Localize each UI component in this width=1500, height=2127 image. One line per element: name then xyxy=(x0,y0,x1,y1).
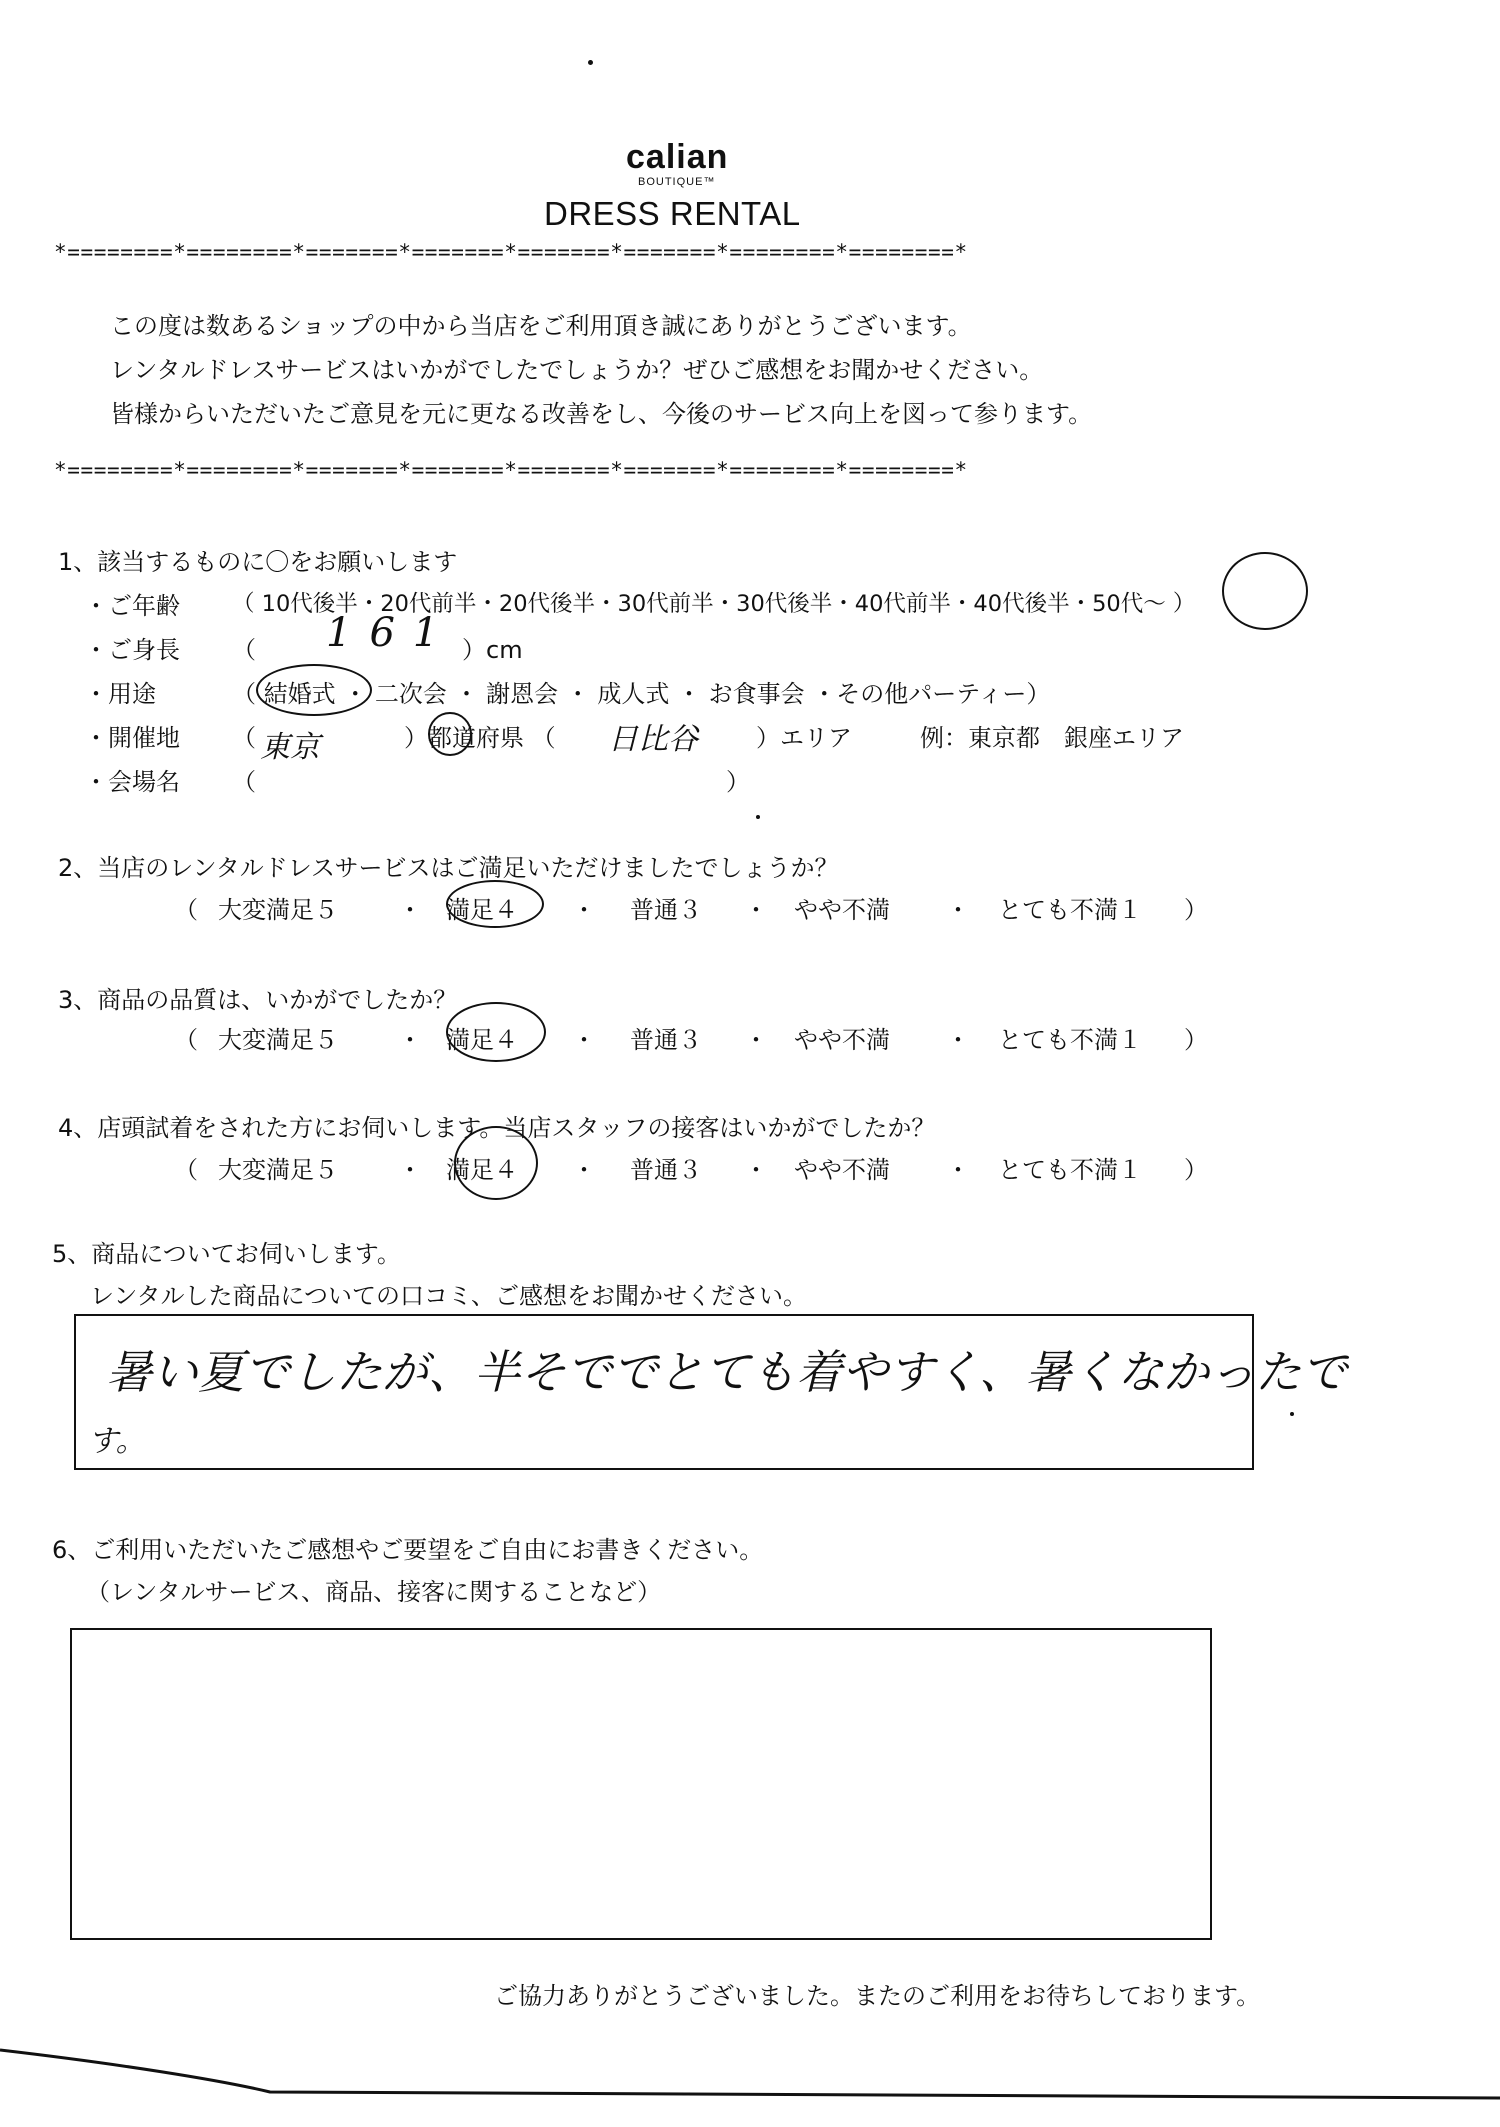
q3-sep: ・ xyxy=(744,1026,768,1054)
place-label: ・開催地 xyxy=(84,724,180,752)
q5-subtitle: レンタルした商品についての口コミ、ご感想をお聞かせください。 xyxy=(90,1282,807,1310)
q3-close: ） xyxy=(1184,1026,1208,1054)
use-selection-circle xyxy=(256,664,372,716)
intro-line-2: レンタルドレスサービスはいかがでしたでしょうか？ぜひご感想をお聞かせください。 xyxy=(110,356,1044,384)
q4-sep: ・ xyxy=(572,1156,596,1184)
q3-options xyxy=(174,1020,1208,1055)
scan-speck xyxy=(1290,1412,1294,1416)
q4-sep: ・ xyxy=(744,1156,768,1184)
q4-sep: ・ xyxy=(946,1156,970,1184)
divider-bottom: *========*========*=======*=======*=======*=======*========*========* xyxy=(54,458,968,482)
q4-selection-circle xyxy=(454,1126,538,1200)
q4-options xyxy=(174,1150,1208,1185)
scan-speck xyxy=(588,60,593,65)
q2-open: （ xyxy=(174,896,198,924)
q5-title: 5、商品についてお伺いします。 xyxy=(52,1240,401,1268)
q3-sep: ・ xyxy=(946,1026,970,1054)
q3-opt-5: 大変満足５ xyxy=(218,1026,338,1054)
venue-open: （ xyxy=(232,768,256,796)
q3-selection-circle xyxy=(446,1002,546,1062)
q3-opt-3: 普通３ xyxy=(630,1026,702,1054)
q2-opt-1: とても不満１ xyxy=(998,896,1142,924)
q2-opt-2: やや不満 xyxy=(794,896,890,924)
q4-opt-3: 普通３ xyxy=(630,1156,702,1184)
q2-sep: ・ xyxy=(572,896,596,924)
q4-sep: ・ xyxy=(398,1156,422,1184)
q3-opt-1: とても不満１ xyxy=(998,1026,1142,1054)
q2-sep: ・ xyxy=(398,896,422,924)
age-options: （ 10代後半・20代前半・20代後半・30代前半・30代後半・40代前半・40代後半・50代〜 ） xyxy=(232,591,1196,617)
place-prefecture: 東京 xyxy=(260,730,320,765)
use-label: ・用途 xyxy=(84,680,156,708)
brand-logo: calian xyxy=(626,138,729,176)
q2-opt-3: 普通３ xyxy=(630,896,702,924)
q6-answer-box[interactable] xyxy=(70,1628,1212,1940)
use-options: （ 結婚式 ・ 二次会 ・ 謝恩会 ・ 成人式 ・ お食事会 ・その他パーティー） xyxy=(232,680,1051,708)
q2-selection-circle xyxy=(446,880,544,928)
q6-title: 6、ご利用いただいたご感想やご要望をご自由にお書きください。 xyxy=(52,1536,764,1564)
age-selection-circle xyxy=(1222,552,1308,630)
place-example: 例：東京都 銀座エリア xyxy=(920,724,1184,752)
intro-line-1: この度は数あるショップの中から当店をご利用頂き誠にありがとうございます。 xyxy=(110,312,972,340)
q1-title: 1、該当するものに〇をお願いします xyxy=(58,548,458,576)
q2-opt-4: 満足４ xyxy=(446,896,518,924)
place-open: （ xyxy=(232,724,256,752)
age-label: ・ご年齢 xyxy=(84,592,180,620)
intro-line-3: 皆様からいただいたご意見を元に更なる改善をし、今後のサービス向上を図って参ります。 xyxy=(110,400,1093,428)
q5-answer-box[interactable] xyxy=(74,1314,1348,1470)
q3-opt-2: やや不満 xyxy=(794,1026,890,1054)
q4-title: 4、店頭試着をされた方にお伺いします。当店スタッフの接客はいかがでしたか？ xyxy=(58,1114,936,1142)
q2-sep: ・ xyxy=(946,896,970,924)
q4-opt-1: とても不満１ xyxy=(998,1156,1142,1184)
brand-sub: BOUTIQUE™ xyxy=(638,176,716,188)
q5-answer-line-1: 暑い夏でしたが、半そででとても着やすく、暑くなかったで xyxy=(106,1345,1348,1399)
q4-open: （ xyxy=(174,1156,198,1184)
q5-answer-line-2: す。 xyxy=(88,1424,146,1459)
height-value: 161 xyxy=(326,610,457,656)
q3-sep: ・ xyxy=(572,1026,596,1054)
q3-opt-4: 満足４ xyxy=(446,1026,518,1054)
page-title: DRESS RENTAL xyxy=(544,195,801,232)
place-mid: ）都道府県 （ xyxy=(404,724,556,752)
q2-title: 2、当店のレンタルドレスサービスはご満足いただけましたでしょうか？ xyxy=(58,854,839,882)
venue-close: ） xyxy=(726,768,750,796)
q4-opt-5: 大変満足５ xyxy=(218,1156,338,1184)
scan-edge-line xyxy=(0,2040,1500,2127)
height-label: ・ご身長 xyxy=(84,636,180,664)
q4-opt-4: 満足４ xyxy=(446,1156,518,1184)
q4-close: ） xyxy=(1184,1156,1208,1184)
q3-sep: ・ xyxy=(398,1026,422,1054)
q3-open: （ xyxy=(174,1026,198,1054)
height-unit: ）cm xyxy=(462,636,523,664)
footer-thanks: ご協力ありがとうございました。またのご利用をお待ちしております。 xyxy=(494,1982,1261,2010)
place-area-close: ）エリア xyxy=(756,724,852,752)
q2-opt-5: 大変満足５ xyxy=(218,896,338,924)
q3-title: 3、商品の品質は、いかがでしたか？ xyxy=(58,986,458,1014)
q6-subtitle: （レンタルサービス、商品、接客に関することなど） xyxy=(86,1578,662,1606)
place-area: 日比谷 xyxy=(608,722,698,757)
venue-label: ・会場名 xyxy=(84,768,180,796)
q2-close: ） xyxy=(1184,896,1208,924)
divider-top: *========*========*=======*=======*=======*=======*========*========* xyxy=(54,240,968,264)
prefecture-selection-circle xyxy=(428,712,472,756)
scan-speck xyxy=(756,815,760,819)
q2-options xyxy=(174,890,1208,925)
height-open: （ xyxy=(232,636,256,664)
q4-opt-2: やや不満 xyxy=(794,1156,890,1184)
q2-sep: ・ xyxy=(744,896,768,924)
